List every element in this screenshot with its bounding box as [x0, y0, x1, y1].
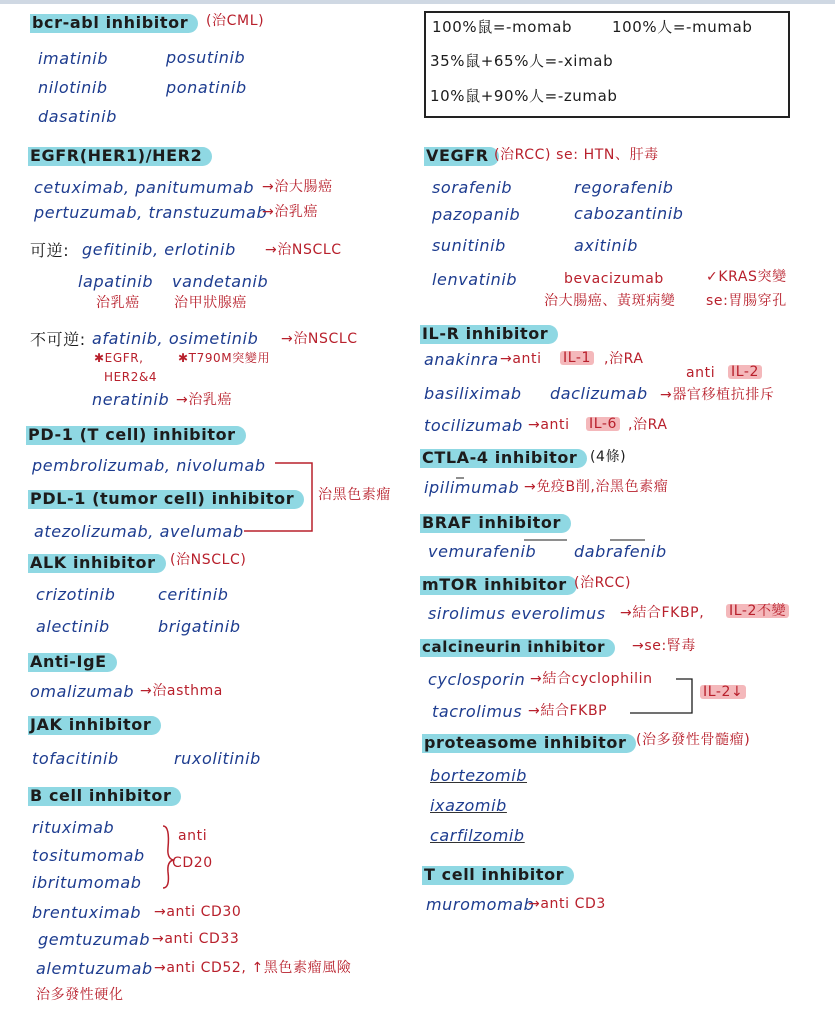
drug-nilotinib: nilotinib — [38, 78, 108, 97]
calcineurin-note: →se:腎毒 — [632, 638, 696, 654]
proteasome-note: (治多發性骨髓瘤) — [636, 732, 751, 748]
heading-mtor: mTOR inhibitor — [420, 576, 577, 595]
egfr-irreversible-label: 不可逆: — [30, 330, 86, 349]
drug-muromomab: muromomab — [426, 895, 535, 914]
cd20-note-2: CD20 — [172, 855, 213, 871]
anakinra-note: →anti — [500, 351, 542, 367]
drug-neratinib: neratinib — [92, 390, 170, 409]
drug-cyclosporin: cyclosporin — [428, 670, 526, 689]
drug-vemurafenib: vemurafenib — [428, 542, 537, 561]
heading-pd1: PD-1 (T cell) inhibitor — [26, 426, 246, 445]
drug-lenvatinib: lenvatinib — [432, 270, 518, 289]
lapatinib-note: 治乳癌 — [96, 295, 140, 311]
vegfr-note: (治RCC) se: HTN、肝毒 — [494, 147, 659, 163]
drug-vandetanib: vandetanib — [172, 272, 269, 291]
drug-ponatinib: ponatinib — [166, 78, 247, 97]
tocilizumab-note-2: ,治RA — [628, 417, 668, 433]
ipilimumab-note: →免疫B削,治黑色素瘤 — [524, 479, 669, 495]
drug-alectinib: alectinib — [36, 617, 110, 636]
kras-note: ✓KRAS突變 — [706, 269, 787, 285]
drug-regorafenib: regorafenib — [574, 178, 674, 197]
mtor-drug-note: →結合FKBP, — [620, 605, 705, 621]
drug-pazopanib: pazopanib — [432, 205, 521, 224]
drug-posutinib: posutinib — [166, 48, 246, 67]
drug-axitinib: axitinib — [574, 236, 638, 255]
tocilizumab-il6: IL-6 — [586, 417, 620, 431]
alemtuzumab-note-2: 治多發性硬化 — [36, 987, 124, 1003]
drug-anakinra: anakinra — [424, 350, 499, 369]
egfr-line1: cetuximab, panitumumab — [34, 178, 255, 197]
pd1-drugs: pembrolizumab, nivolumab — [32, 456, 266, 475]
drug-dabrafenib: dabrafenib — [574, 542, 667, 561]
drug-dasatinib: dasatinib — [38, 107, 117, 126]
naming-rule-human: 100%人=-mumab — [612, 18, 753, 36]
afatinib-note-1: ✱EGFR, — [94, 351, 144, 365]
heading-vegfr: VEGFR — [424, 147, 499, 166]
afatinib-note-2: HER2&4 — [104, 370, 158, 384]
heading-bcr-abl: bcr-abl inhibitor — [30, 14, 198, 33]
underline-marks — [456, 478, 645, 540]
naming-rule-chimeric: 35%鼠+65%人=-ximab — [430, 52, 614, 70]
pdl1-drugs: atezolizumab, avelumab — [34, 522, 244, 541]
drug-ceritinib: ceritinib — [158, 585, 229, 604]
calcineurin-bracket — [630, 679, 692, 713]
heading-t-cell: T cell inhibitor — [422, 866, 574, 885]
drug-daclizumab: daclizumab — [550, 384, 648, 403]
daclizumab-note: →器官移植抗排斥 — [660, 387, 775, 403]
drug-imatinib: imatinib — [38, 49, 109, 68]
drug-ibritumomab: ibritumomab — [32, 873, 142, 892]
drug-carfilzomib: carfilzomib — [430, 826, 525, 845]
daclizumab-note-top: anti — [686, 365, 716, 381]
brentuximab-note: →anti CD30 — [154, 904, 242, 920]
egfr-reversible-drugs: gefitinib, erlotinib — [82, 240, 236, 259]
bevacizumab-note: 治大腸癌、黃斑病變 — [544, 293, 676, 309]
drug-brigatinib: brigatinib — [158, 617, 241, 636]
heading-braf: BRAF inhibitor — [420, 514, 571, 533]
heading-il-r: IL-R inhibitor — [420, 325, 558, 344]
egfr-reversible-note: →治NSCLC — [265, 242, 342, 258]
bcr-abl-note: (治CML) — [206, 13, 265, 29]
drug-ipilimumab: ipilimumab — [424, 478, 520, 497]
neratinib-note: →治乳癌 — [176, 392, 233, 408]
melanoma-note: 治黑色素瘤 — [318, 487, 391, 503]
daclizumab-il2: IL-2 — [728, 365, 762, 379]
cd20-brace — [163, 826, 173, 888]
drug-cabozantinib: cabozantinib — [574, 204, 684, 223]
muromomab-note: →anti CD3 — [528, 896, 606, 912]
egfr-irreversible-note: →治NSCLC — [281, 331, 358, 347]
heading-proteasome: proteasome inhibitor — [422, 734, 636, 753]
tocilizumab-note: →anti — [528, 417, 570, 433]
naming-rule-humanized: 10%鼠+90%人=-zumab — [430, 87, 618, 105]
bevacizumab-se: se:胃腸穿孔 — [706, 293, 787, 309]
heading-calcineurin: calcineurin inhibitor — [420, 639, 615, 657]
mtor-note: (治RCC) — [574, 575, 632, 591]
drug-tofacitinib: tofacitinib — [32, 749, 119, 768]
egfr-reversible-label: 可逆: — [30, 241, 70, 260]
heading-egfr: EGFR(HER1)/HER2 — [28, 147, 212, 166]
alemtuzumab-note: →anti CD52, ↑黑色素瘤風險 — [154, 960, 352, 976]
drug-sorafenib: sorafenib — [432, 178, 513, 197]
vandetanib-note: 治甲狀腺癌 — [174, 295, 247, 311]
drug-tositumomab: tositumomab — [32, 846, 145, 865]
drug-basiliximab: basiliximab — [424, 384, 522, 403]
drug-tacrolimus: tacrolimus — [432, 702, 523, 721]
heading-ctla4: CTLA-4 inhibitor — [420, 449, 587, 468]
egfr-line2: pertuzumab, transtuzumab — [34, 203, 268, 222]
drug-sunitinib: sunitinib — [432, 236, 506, 255]
drug-lapatinib: lapatinib — [78, 272, 154, 291]
egfr-line2-note: →治乳癌 — [262, 204, 319, 220]
egfr-irreversible-drugs: afatinib, osimetinib — [92, 329, 259, 348]
drug-tocilizumab: tocilizumab — [424, 416, 523, 435]
omalizumab-note: →治asthma — [140, 683, 223, 699]
mtor-drugs: sirolimus everolimus — [428, 604, 606, 623]
heading-b-cell: B cell inhibitor — [28, 787, 181, 806]
drug-bortezomib: bortezomib — [430, 766, 528, 785]
heading-pdl1: PDL-1 (tumor cell) inhibitor — [28, 490, 304, 509]
drug-ruxolitinib: ruxolitinib — [174, 749, 261, 768]
alk-note: (治NSCLC) — [170, 552, 247, 568]
heading-anti-ige: Anti-IgE — [28, 653, 117, 672]
drug-alemtuzumab: alemtuzumab — [36, 959, 153, 978]
anakinra-il1: IL-1 — [560, 351, 594, 365]
heading-jak: JAK inhibitor — [28, 716, 161, 735]
drug-bevacizumab: bevacizumab — [564, 271, 664, 287]
naming-rule-mouse: 100%鼠=-momab — [432, 18, 573, 36]
anakinra-note-2: ,治RA — [604, 351, 644, 367]
gemtuzumab-note: →anti CD33 — [152, 931, 240, 947]
egfr-line1-note: →治大腸癌 — [262, 179, 333, 195]
tacrolimus-note: →結合FKBP — [528, 703, 608, 719]
calcineurin-il2: IL-2↓ — [700, 685, 746, 699]
heading-alk: ALK inhibitor — [28, 554, 166, 573]
melanoma-bracket — [244, 463, 312, 531]
drug-gemtuzumab: gemtuzumab — [38, 930, 151, 949]
cd20-note-1: anti — [178, 828, 208, 844]
drug-omalizumab: omalizumab — [30, 682, 135, 701]
mtor-il2: IL-2不變 — [726, 604, 789, 618]
drug-rituximab: rituximab — [32, 818, 115, 837]
drug-ixazomib: ixazomib — [430, 796, 507, 815]
drug-crizotinib: crizotinib — [36, 585, 116, 604]
osimetinib-note: ✱T790M突變用 — [178, 351, 271, 365]
drug-brentuximab: brentuximab — [32, 903, 142, 922]
ctla4-note: (4條) — [590, 449, 627, 465]
cyclosporin-note: →結合cyclophilin — [530, 671, 653, 687]
